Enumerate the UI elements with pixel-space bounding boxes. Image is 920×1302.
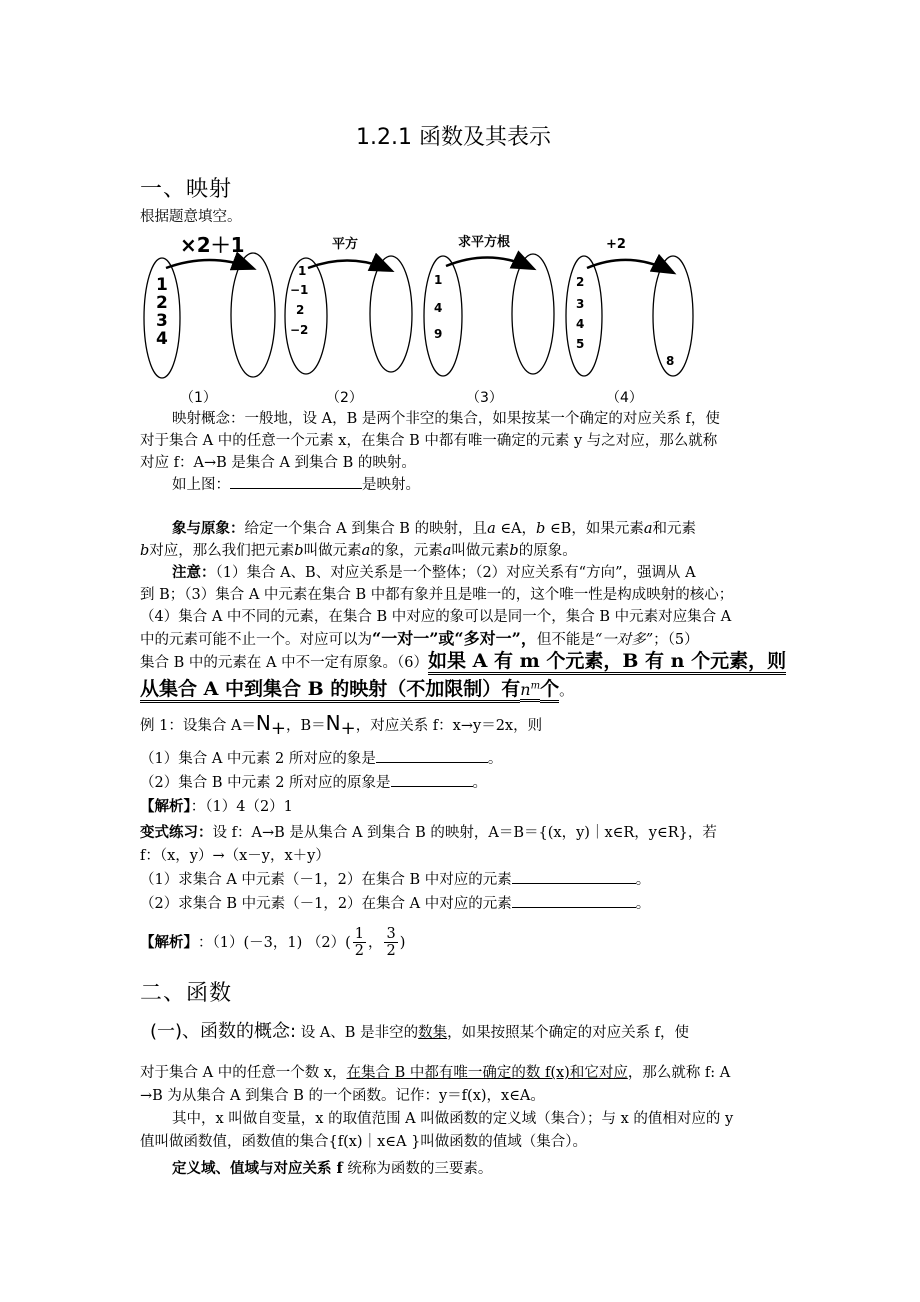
fraction-3-2 [384,926,397,959]
text: 。 [472,775,488,791]
note-line-5 [140,650,786,674]
var-b: b [509,543,519,559]
answer-blank[interactable] [512,893,636,908]
text: 的原象。 [518,543,577,559]
plus-sub: + [270,717,286,739]
note-line-6 [140,676,574,702]
text: 叫做元素 [303,543,362,559]
text: 集合 B 中的元素在 A 中不一定有原象。（6） [140,655,429,671]
variant-line-1 [140,822,717,844]
caption: （3） [466,390,503,406]
text: 和元素 [652,521,696,537]
var-a: a [442,543,452,559]
diagram-3 [424,234,554,406]
text: ，B＝ [285,718,326,734]
function-line-3: →B 为从集合 A 到集合 B 的一个函数。记作：y＝f(x)，x∈A。 [140,1088,545,1104]
var-a: a [487,521,496,537]
variant-label: 变式练习： [140,824,213,841]
left-element: 2 [576,275,585,289]
page-title: 1.2.1 函数及其表示 [356,125,551,150]
answer-blank[interactable] [391,772,473,787]
text: ， [367,934,383,951]
number-set-term: 数集 [418,1025,448,1041]
diagram-1 [144,233,275,406]
answer-blank[interactable] [230,474,362,489]
left-element: 3 [156,311,168,331]
fill-prefix: 如上图： [172,477,230,493]
set-b-ellipse [512,254,554,374]
function-line-5: 值叫做函数值，函数值的集合{f(x)｜x∈A }叫做函数的值域（集合）。 [140,1134,588,1150]
set-b-ellipse [231,253,275,377]
answer-label: 【解析】 [140,798,191,815]
rule-label: 平方 [332,237,359,252]
answer-blank[interactable] [376,748,488,763]
set-b-ellipse [370,256,412,372]
variant-answer [140,926,405,959]
rule-label: 求平方根 [458,235,511,250]
naturals-symbol: N [325,711,341,735]
function-line-1 [150,1021,689,1044]
caption: （4） [606,390,643,406]
text: 对应，那么我们把元素 [149,543,295,559]
text: 的象，元素 [370,543,443,559]
n-power-m [520,680,540,702]
three-elements-term: 定义域、值域与对应关系 f [172,1160,343,1177]
mapping-arrow [446,257,532,268]
example1-answer [140,796,293,818]
left-element: 9 [434,327,443,341]
text: 叫做元素 [451,543,510,559]
mapping-diagrams [140,230,710,410]
text: ，对应关系 f：x→y＝2x，则 [355,718,543,734]
text: ：（1）(－3，1) （2）( [198,934,351,951]
var-a: a [361,543,371,559]
text: 设 f：A→B 是从集合 A 到集合 B 的映射，A＝B＝{(x，y)｜x∈R，y∈R}，若 [212,825,717,841]
section-heading-function: 二、函数 [140,981,233,1006]
function-line-6 [172,1158,492,1180]
intro-text: 根据题意填空。 [140,209,242,225]
text: 。 [635,896,651,912]
text: ，那么就称 f: A [627,1065,731,1081]
var-b: b [140,543,150,559]
unique-correspondence-term: 在集合 B 中都有唯一确定的数 f(x)和它对应 [346,1065,628,1081]
var-a: a [643,521,653,537]
left-element: −2 [290,323,309,337]
naturals-symbol: N [255,711,271,735]
text: 但不能是 [536,632,595,648]
text: 例 1：设集合 A＝ [140,718,256,734]
text: （2）集合 B 中元素 2 所对应的原象是 [140,775,391,791]
numerator: 3 [386,926,396,942]
left-element: 4 [156,329,168,349]
left-element: 5 [576,337,585,351]
text: 。 [559,683,574,700]
concept-line-2: 对于集合 A 中的任意一个元素 x，在集合 B 中都有唯一确定的元素 y 与之对应，那么就称 [140,433,718,449]
text: 个 [540,678,559,703]
section-heading-mapping: 一、映射 [140,177,233,202]
text: ，如果按照某个确定的对应关系 f，使 [447,1025,690,1041]
concept-line-1: 映射概念：一般地，设 A，B 是两个非空的集合，如果按某一个确定的对应关系 f，使 [172,411,720,427]
denominator: 2 [354,943,364,959]
note-line-3: （4）集合 A 中不同的元素，在集合 B 中对应的象可以是同一个，集合 B 中元素对应集合 A [140,609,732,625]
one-to-one-text: “一对一”或“多对一”， [372,629,537,648]
variant-q1 [140,869,650,891]
caption: （1） [180,390,217,406]
left-element: 1 [156,275,168,295]
diagram-2 [285,236,412,406]
var-b: b [536,521,546,537]
fraction-1-2 [353,926,366,959]
left-element: 4 [434,301,443,315]
answer-label: 【解析】 [140,933,198,951]
variant-q2 [140,893,650,915]
image-label: 象与原象： [172,520,245,537]
right-element: 8 [666,354,675,368]
fill-suffix: 是映射。 [362,477,420,493]
example1-stem [140,712,542,740]
text: 。 [487,751,503,767]
note-label: 注意： [172,564,216,581]
left-element: 4 [576,317,585,331]
text: （1）集合 A 中元素 2 所对应的象是 [140,751,376,767]
text: 给定一个集合 A 到集合 B 的映射，且 [244,521,488,537]
text: 中的元素可能不止一个。对应可以为 [140,632,372,648]
text: 。 [635,872,651,888]
text: （1）集合 A、B、对应关系是一个整体；（2）对应关系有“方向”，强调从 A [215,565,696,581]
rule-label: +2 [606,237,626,252]
numerator: 1 [354,926,364,942]
left-element: 1 [434,273,443,287]
variant-line-2: f：（x，y）→（x－y，x＋y） [140,848,330,864]
text: 设 A、B 是非空的 [296,1025,419,1041]
diagram-4 [566,237,693,406]
note-line-4 [140,628,699,651]
var-b: b [294,543,304,559]
left-element: −1 [290,283,309,297]
plus-sub: + [340,717,356,739]
set-a-ellipse [566,256,602,376]
image-line-1 [172,518,696,540]
function-line-2 [140,1062,730,1084]
fill-line [172,474,420,496]
subheading-function-concept: (一)、函数的概念: [150,1021,297,1042]
left-element: 1 [298,264,307,278]
rule-label: ×2＋1 [180,233,245,257]
example1-q2 [140,772,487,794]
note-line-2: 到 B；（3）集合 A 中元素在集合 B 中都有象并且是唯一的，这个唯一性是构成映射的核心； [140,587,734,603]
example1-q1 [140,748,502,770]
image-line-2 [140,540,577,562]
text: 统称为函数的三要素。 [342,1161,493,1177]
note-line-1 [172,562,696,584]
caption: （2） [326,390,363,406]
left-element: 2 [156,293,168,313]
text: 对于集合 A 中的任意一个数 x， [140,1065,347,1081]
one-to-many-text: “一对多” [594,632,654,648]
text: ：（1）4（2）1 [190,799,293,815]
text: ∈B，如果元素 [545,521,644,537]
text: （2）求集合 B 中元素（－1，2）在集合 A 中对应的元素 [140,896,512,912]
answer-blank[interactable] [512,869,636,884]
mapping-count-rule: 从集合 A 中到集合 B 的映射（不加限制）有 [140,678,520,703]
set-a-ellipse [424,256,462,376]
left-element: 3 [576,297,585,311]
text: ；（5） [653,632,699,648]
exponent-m: m [530,681,541,692]
text: ) [399,934,406,951]
concept-line-3: 对应 f：A→B 是集合 A 到集合 B 的映射。 [140,455,416,471]
text: （1）求集合 A 中元素（－1，2）在集合 B 中对应的元素 [140,872,512,888]
denominator: 2 [386,943,396,959]
left-element: 2 [296,303,305,317]
text: ∈A， [495,521,537,537]
mapping-count-rule: 如果 A 有 m 个元素，B 有 n 个元素，则 [428,650,786,675]
function-line-4: 其中，x 叫做自变量，x 的取值范围 A 叫做函数的定义域（集合）；与 x 的值相对应的 y [172,1111,734,1127]
mapping-arrow [587,260,672,272]
base-n: n [520,680,531,700]
